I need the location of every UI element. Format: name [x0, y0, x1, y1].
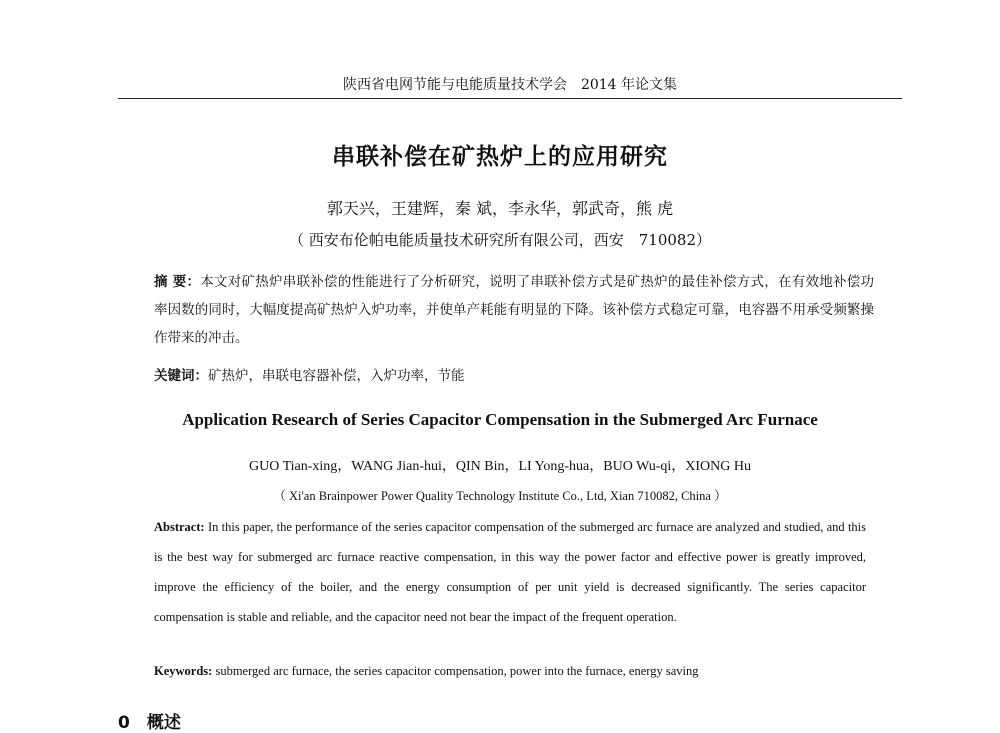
authors-cn: 郭天兴，王建辉，秦 斌，李永华，郭武奇，熊 虎 — [326, 199, 674, 218]
abstract-en-text: In this paper, the performance of the series capacitor compensation of the submerged arc furnace are analyzed and studied, and this is the best way for submerged arc furnace reactive compensation, in this way the power factor and effective power is greatly improved, improve the efficiency of the boiler, and the energy consumption of per unit yield is decreased significantly. The series capacitor compensation is stable and reliable, and the capacitor need not bear the impact of the frequent operation. — [154, 520, 866, 624]
authors-en: GUO Tian-xing，WANG Jian-hui，QIN Bin，LI Yong-hua，BUO Wu-qi，XIONG Hu — [248, 459, 751, 474]
abstract-cn — [154, 268, 874, 352]
abstract-cn-label: 摘 要： — [154, 274, 201, 290]
affiliation-en: （ Xi'an Brainpower Power Quality Technology Institute Co., Ltd, Xian 710082, China ） — [273, 489, 727, 503]
paper-title-cn: 串联补偿在矿热炉上的应用研究 — [332, 144, 668, 170]
keywords-cn — [154, 362, 874, 390]
paper-title-en: Application Research of Series Capacitor Compensation in the Submerged Arc Furnace — [182, 410, 818, 429]
keywords-en — [154, 664, 866, 679]
abstract-en-label: Abstract: — [154, 520, 205, 534]
abstract-cn-text: 本文对矿热炉串联补偿的性能进行了分析研究，说明了串联补偿方式是矿热炉的最佳补偿方式，在有效地补偿功率因数的同时，大幅度提高矿热炉入炉功率，并使单产耗能有明显的下降。该补偿方式稳定可靠，电容器不用承受频繁操作带来的冲击。 — [154, 274, 875, 346]
keywords-en-text: submerged arc furnace, the series capacitor compensation, power into the furnace, energy saving — [215, 664, 699, 678]
abstract-en — [154, 512, 866, 632]
keywords-cn-text: 矿热炉，串联电容器补偿，入炉功率，节能 — [208, 368, 465, 384]
affiliation-cn: （ 西安布伦帕电能质量技术研究所有限公司，西安 710082） — [288, 231, 712, 249]
section-heading-overview: 0 概述 — [118, 713, 181, 733]
running-header: 陕西省电网节能与电能质量技术学会 2014 年论文集 — [118, 74, 902, 99]
keywords-en-label: Keywords: — [154, 664, 213, 678]
keywords-cn-label: 关键词： — [154, 368, 208, 384]
